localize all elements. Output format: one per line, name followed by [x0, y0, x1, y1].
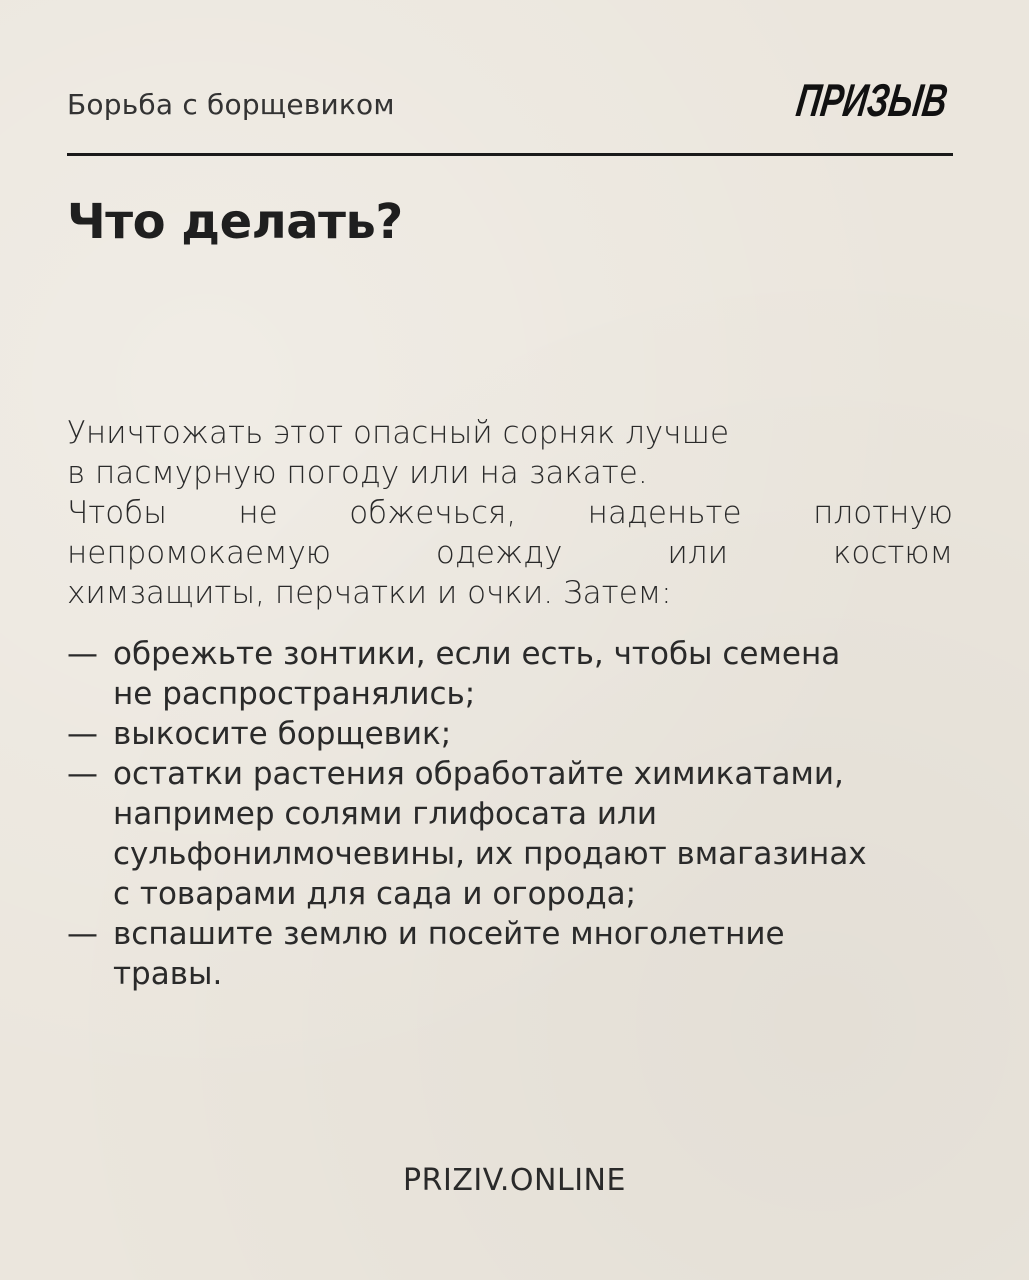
list-item-line: остатки растения обработайте химикатами,: [113, 756, 844, 792]
list-item-line: выкосите борщевик;: [113, 716, 452, 752]
brand-logo-graphic: [793, 72, 1007, 126]
list-item: [67, 634, 953, 714]
word: или: [667, 535, 729, 571]
word: одежду: [435, 535, 563, 571]
header-divider: [67, 153, 953, 156]
list-item-line: обрежьте зонтики, если есть, чтобы семена: [113, 636, 841, 672]
dash-marker: —: [67, 756, 98, 792]
dash-marker: —: [67, 636, 98, 672]
intro-line: химзащиты, перчатки и очки. Затем:: [67, 575, 672, 611]
word: не: [238, 495, 278, 531]
word: наденьте: [587, 495, 742, 531]
word: плотную: [813, 495, 953, 531]
list-item: [67, 714, 953, 754]
intro-line-justified: [67, 533, 953, 573]
list-item: [67, 914, 953, 994]
list-item-line: с товарами для сада и огорода;: [113, 876, 637, 912]
page-title: Что делать?: [67, 194, 403, 250]
list-item-line: не распространялись;: [113, 676, 476, 712]
list-item-line: вспашите землю и посейте многолетние: [113, 916, 785, 952]
list-item-line: например солями глифосата или: [113, 796, 657, 832]
word: Чтобы: [67, 495, 167, 531]
dash-marker: —: [67, 916, 98, 952]
list-item-line: травы.: [113, 956, 223, 992]
header: [67, 72, 1007, 128]
word: обжечься,: [349, 495, 517, 531]
word: непромокаемую: [67, 535, 331, 571]
intro-line-justified: [67, 493, 953, 533]
brand-logo: [793, 72, 1007, 126]
list-item: [67, 754, 953, 914]
topic-label: Борьба с борщевиком: [67, 88, 395, 121]
brand-logo-text: ПРИЗЫВ: [793, 74, 1007, 126]
list-item-line: сульфонилмочевины, их продают вмагазинах: [113, 836, 867, 872]
intro-line: в пасмурную погоду или на закате.: [67, 455, 648, 491]
footer-site-link[interactable]: PRIZIV.ONLINE: [403, 1163, 626, 1198]
word: костюм: [832, 535, 953, 571]
intro-paragraph: [67, 413, 953, 613]
intro-line: Уничтожать этот опасный сорняк лучше: [67, 415, 730, 451]
dash-marker: —: [67, 716, 98, 752]
steps-list: [67, 634, 953, 994]
